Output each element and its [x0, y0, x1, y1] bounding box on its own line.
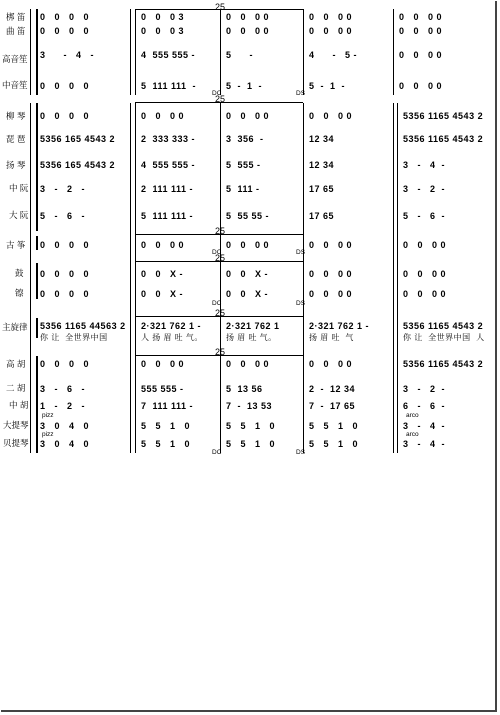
dc-mark: DC [212, 449, 222, 456]
barline [303, 9, 304, 95]
dc-mark: DC [212, 249, 222, 256]
perc-bracket [36, 263, 38, 299]
measure: 5 - 6 - [40, 211, 86, 221]
page-frame [1, 1, 497, 712]
ds-mark: DS [296, 300, 306, 307]
lead-bracket [36, 318, 38, 338]
measure: 5356 1165 4543 2 [403, 134, 484, 144]
measure: 0 0 0 0 [226, 26, 270, 36]
instrument-label: 贝提琴 [3, 438, 29, 448]
barline [393, 9, 394, 95]
measure: 3 - 4 - [403, 439, 446, 449]
measure: 5356 1165 44563 2 [40, 321, 126, 331]
measure: 0 0 0 0 [403, 289, 447, 299]
measure: 0 0 0 0 [40, 269, 90, 279]
system-1-left-line [30, 9, 31, 95]
ds-mark: DS [296, 90, 306, 97]
instrument-label: 大 阮 [9, 210, 29, 220]
measure: 4 - 5 - [309, 50, 358, 60]
measure: 3 0 4 0 [40, 421, 90, 431]
instrument-label: 古 筝 [6, 240, 26, 250]
measure-number: 25 [215, 253, 226, 263]
measure: 5 55 55 - [226, 211, 270, 221]
instrument-label: 高音笙 [2, 54, 28, 64]
measure: 17 65 [309, 211, 335, 221]
measure: 5 - [226, 50, 260, 60]
measure-number: 25 [215, 347, 226, 357]
measure: 0 0 0 0 [40, 240, 90, 250]
measure: 0 0 0 0 [141, 359, 185, 369]
measure: 0 0 0 0 [309, 26, 353, 36]
measure: 2 - 12 34 [309, 384, 356, 394]
measure: 5 5 1 0 [141, 439, 191, 449]
ds-mark: DS [296, 249, 306, 256]
measure: 0 0 0 3 [141, 26, 185, 36]
instrument-label: 中 阮 [9, 183, 29, 193]
instrument-label: 高 胡 [6, 359, 26, 369]
measure: 5 - 1 - [309, 81, 346, 91]
measure: 5 111 111 - [141, 81, 197, 91]
pizz-mark: pizz [42, 431, 54, 438]
barline [130, 9, 131, 95]
measure: 0 0 0 0 [226, 240, 270, 250]
instrument-label: 主旋律 [2, 322, 28, 332]
measure: 6 - 6 - [403, 401, 446, 411]
measure: 0 0 0 0 [399, 12, 443, 22]
measure: 5 5 1 0 [226, 439, 276, 449]
measure: 0 0 0 0 [226, 359, 270, 369]
barline [135, 9, 136, 95]
measure: 4 555 555 - [141, 50, 196, 60]
measure: 0 0 X - [141, 269, 184, 279]
measure: 0 0 0 0 [141, 240, 185, 250]
measure: 555 555 - [141, 384, 184, 394]
measure: 2 111 111 - [141, 184, 194, 194]
barline [303, 103, 304, 453]
barline [130, 103, 131, 453]
instrument-label: 二 胡 [6, 383, 26, 393]
bowed-bracket [36, 356, 38, 453]
lyric: 你 让 全世界中国 [40, 333, 108, 342]
measure: 12 34 [309, 160, 335, 170]
measure: 5 555 - [226, 160, 261, 170]
measure: 2·321 762 1 [226, 321, 280, 331]
measure: 0 0 0 0 [309, 12, 353, 22]
lyric: 人 扬 眉 吐 气。 [141, 333, 203, 342]
measure: 5 13 56 [226, 384, 263, 394]
barline [220, 9, 221, 95]
measure: 7 - 13 53 [226, 401, 273, 411]
measure: 0 0 X - [226, 289, 269, 299]
measure: 0 0 0 0 [403, 240, 447, 250]
system-1-bracket [36, 9, 38, 95]
measure: 5 5 1 0 [226, 421, 276, 431]
measure: 0 0 0 0 [399, 26, 443, 36]
measure: 3 - 6 - [40, 384, 86, 394]
measure: 0 0 0 0 [309, 111, 353, 121]
measure: 0 0 X - [226, 269, 269, 279]
measure: 0 0 0 0 [226, 12, 270, 22]
measure: 17 65 [309, 184, 335, 194]
ds-mark: DS [296, 449, 306, 456]
measure: 5356 1165 4543 2 [403, 111, 484, 121]
instrument-label: 中音笙 [2, 80, 28, 90]
barline [397, 103, 398, 453]
measure: 12 34 [309, 134, 335, 144]
measure: 5356 165 4543 2 [40, 160, 116, 170]
measure: 0 0 0 3 [141, 12, 185, 22]
dc-mark: DC [212, 300, 222, 307]
measure: 0 0 0 0 [40, 26, 90, 36]
measure: 0 0 0 0 [141, 111, 185, 121]
measure: 0 0 0 0 [309, 269, 353, 279]
measure: 7 111 111 - [141, 401, 194, 411]
measure-number: 25 [215, 2, 226, 12]
measure-number: 25 [215, 308, 226, 318]
instrument-label: 柳 琴 [6, 111, 26, 121]
lyric: 你 让 全世界中国 人 [403, 333, 485, 342]
measure: 0 0 X - [141, 289, 184, 299]
measure: 3 356 - [226, 134, 264, 144]
measure: 0 0 0 0 [40, 81, 90, 91]
measure: 5 5 1 0 [309, 439, 359, 449]
measure: 5 111 111 - [141, 211, 194, 221]
measure: 7 - 17 65 [309, 401, 356, 411]
measure: 5 - 6 - [403, 211, 446, 221]
barline [220, 103, 221, 453]
arco-mark: arco [406, 412, 419, 419]
measure: 3 - 2 - [403, 384, 446, 394]
measure: 0 0 0 0 [403, 269, 447, 279]
arco-mark: arco [406, 431, 419, 438]
barline [393, 103, 394, 453]
measure: 5356 1165 4543 2 [403, 321, 484, 331]
pizz-mark: pizz [42, 412, 54, 419]
instrument-label: 琵 琶 [6, 134, 26, 144]
measure: 3 - 2 - [40, 184, 86, 194]
measure: 0 0 0 0 [309, 289, 353, 299]
barline [135, 103, 136, 453]
measure: 5356 1165 4543 2 [403, 359, 484, 369]
string-group-bracket [36, 103, 38, 231]
measure-number: 25 [215, 94, 226, 104]
measure-number: 25 [215, 226, 226, 236]
measure: 4 555 555 - [141, 160, 196, 170]
lyric: 扬 眉 吐 气 [309, 333, 354, 342]
instrument-label: 镲 [15, 288, 24, 298]
measure: 2·321 762 1 - [141, 321, 202, 331]
measure: 5 5 1 0 [309, 421, 359, 431]
measure: 2 333 333 - [141, 134, 196, 144]
measure: 5356 165 4543 2 [40, 134, 116, 144]
instrument-label: 梆 笛 [6, 12, 26, 22]
dc-mark: DC [212, 90, 222, 97]
measure: 3 - 4 - [40, 50, 95, 60]
measure: 3 - 4 - [403, 421, 446, 431]
measure: 0 0 0 0 [40, 289, 90, 299]
instrument-label: 大提琴 [3, 420, 29, 430]
measure: 3 0 4 0 [40, 439, 90, 449]
measure: 0 0 0 0 [40, 359, 90, 369]
measure: 3 - 2 - [403, 184, 446, 194]
measure: 0 0 0 0 [226, 111, 270, 121]
instrument-label: 曲 笛 [6, 26, 26, 36]
measure: 2·321 762 1 - [309, 321, 370, 331]
measure: 5 111 - [226, 184, 260, 194]
lyric: 扬 眉 吐 气。 [226, 333, 277, 342]
instrument-label: 鼓 [15, 268, 24, 278]
zheng-bracket [36, 236, 38, 250]
measure: 1 - 2 - [40, 401, 86, 411]
measure: 0 0 0 0 [399, 81, 443, 91]
measure: 3 - 4 - [403, 160, 446, 170]
measure: 0 0 0 0 [399, 50, 443, 60]
system-2-left-line [30, 103, 31, 453]
measure: 0 0 0 0 [40, 111, 90, 121]
measure: 0 0 0 0 [40, 12, 90, 22]
measure: 0 0 0 0 [309, 359, 353, 369]
instrument-label: 中 胡 [9, 400, 29, 410]
measure: 0 0 0 0 [309, 240, 353, 250]
instrument-label: 扬 琴 [6, 160, 26, 170]
measure: 5 5 1 0 [141, 421, 191, 431]
measure: 5 - 1 - [226, 81, 263, 91]
